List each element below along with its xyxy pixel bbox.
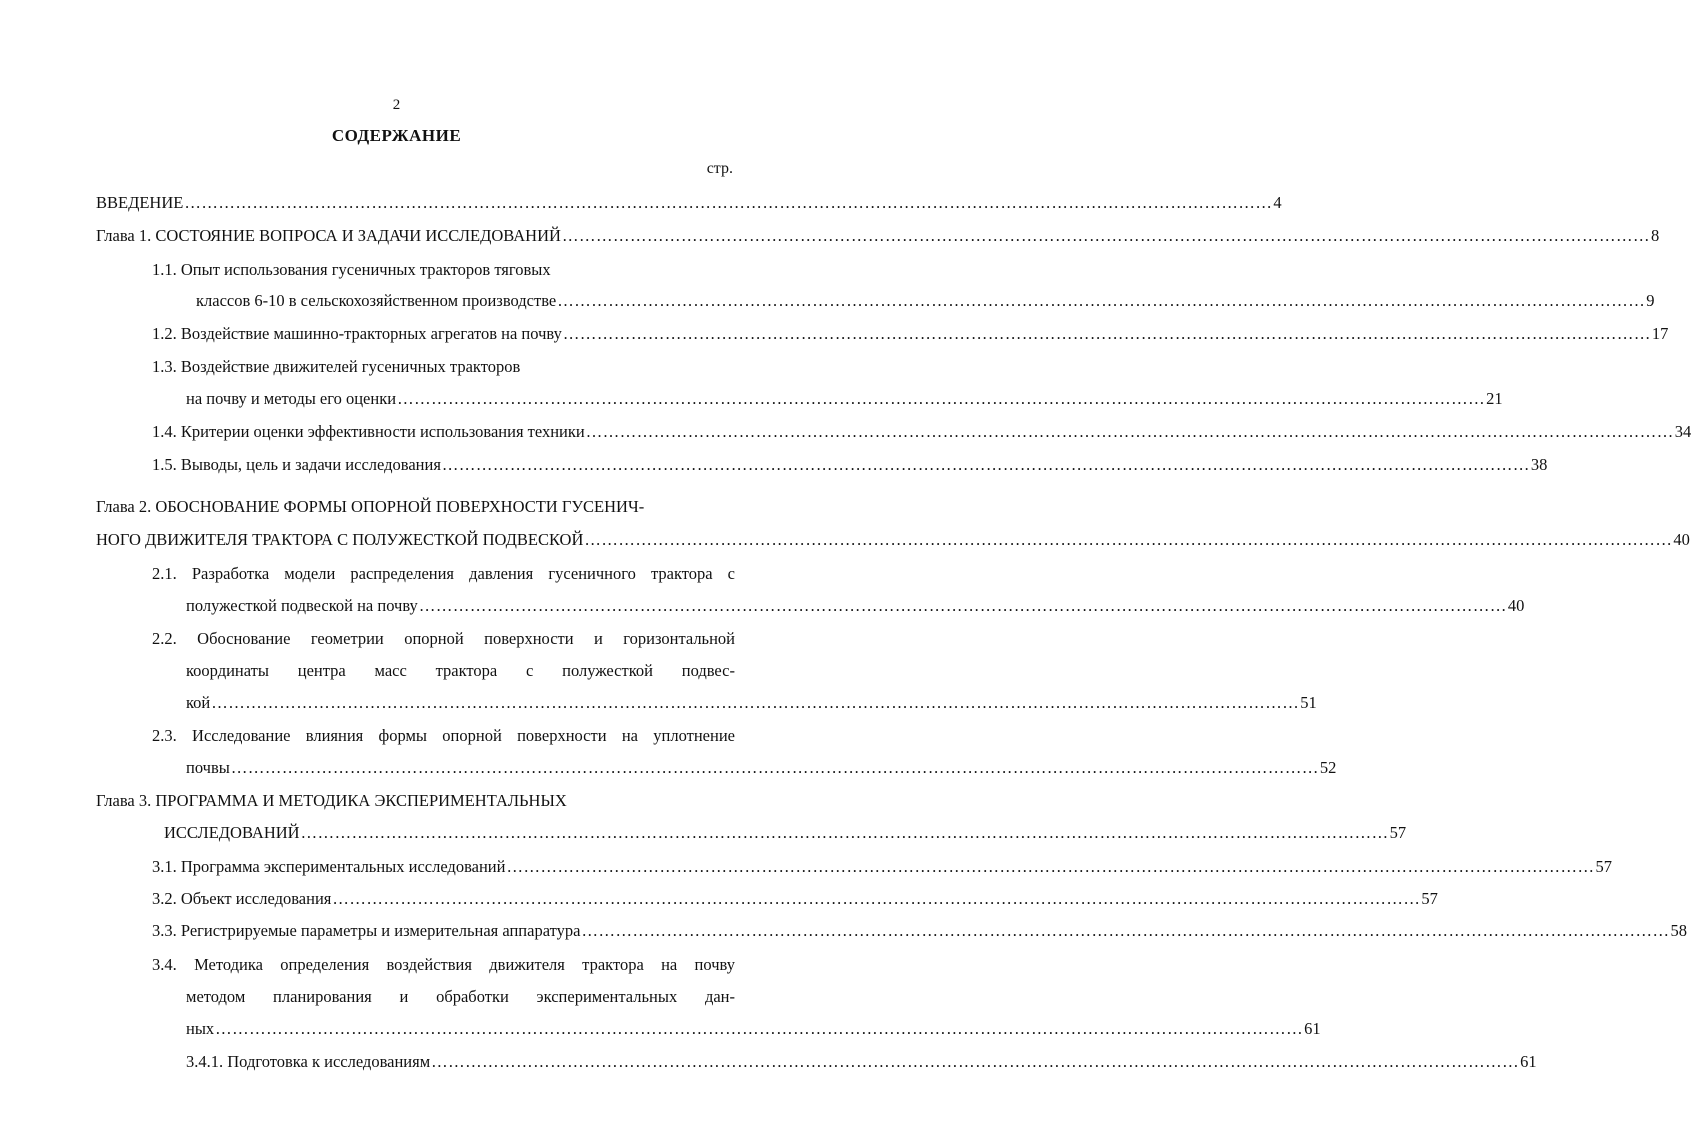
- toc-entry-chapter-1: [96, 226, 1660, 246]
- toc-page-number: 40: [1673, 530, 1690, 549]
- toc-entry-1-1: [196, 291, 1655, 311]
- toc-entry-2-2: [186, 693, 1317, 713]
- toc-leader-dots: …………………………………………………………………………………………………………………………………………………………………………: [562, 324, 1651, 343]
- toc-entry-chapter-2-line1: Глава 2. ОБОСНОВАНИЕ ФОРМЫ ОПОРНОЙ ПОВЕРХНОСТИ ГУСЕНИЧ-: [96, 497, 645, 516]
- toc-page-number: 58: [1670, 921, 1687, 940]
- toc-page-number: 57: [1421, 889, 1438, 908]
- toc-page-number: 34: [1674, 422, 1691, 441]
- toc-entry-text: 3.4.1. Подготовка к исследованиям: [186, 1052, 431, 1071]
- toc-entry-chapter-3-line1: Глава 3. ПРОГРАММА И МЕТОДИКА ЭКСПЕРИМЕНТАЛЬНЫХ: [96, 791, 567, 810]
- toc-entry-text: на почву и методы его оценки: [186, 389, 397, 408]
- toc-page-number: 52: [1319, 758, 1337, 777]
- toc-entry-1-3: [186, 389, 1503, 409]
- toc-entry-text: 1.4. Критерии оценки эффективности использования техники: [152, 422, 585, 441]
- toc-entry-text: почвы: [186, 758, 230, 777]
- toc-leader-dots: …………………………………………………………………………………………………………………………………………………………………………: [397, 389, 1486, 408]
- toc-leader-dots: …………………………………………………………………………………………………………………………………………………………………………: [561, 226, 1650, 245]
- toc-page-number: 40: [1507, 596, 1525, 615]
- toc-page-number: 4: [1273, 193, 1282, 212]
- toc-leader-dots: …………………………………………………………………………………………………………………………………………………………………………: [300, 823, 1389, 842]
- page-title: СОДЕРЖАНИЕ: [331, 126, 462, 145]
- toc-entry-1-5: [152, 455, 1548, 475]
- toc-leader-dots: …………………………………………………………………………………………………………………………………………………………………………: [584, 530, 1673, 549]
- toc-entry-2-2-line1: 2.2. Обоснование геометрии опорной поверхности и горизонтальной: [152, 629, 735, 648]
- toc-leader-dots: …………………………………………………………………………………………………………………………………………………………………………: [506, 857, 1595, 876]
- toc-entry-chapter-2: [96, 530, 1690, 550]
- toc-leader-dots: …………………………………………………………………………………………………………………………………………………………………………: [211, 693, 1300, 712]
- toc-entry-text: ВВЕДЕНИЕ: [96, 193, 184, 212]
- toc-leader-dots: …………………………………………………………………………………………………………………………………………………………………………: [431, 1052, 1520, 1071]
- toc-entry-1-3-line1: 1.3. Воздействие движителей гусеничных тракторов: [152, 357, 521, 376]
- toc-leader-dots: …………………………………………………………………………………………………………………………………………………………………………: [418, 596, 1507, 615]
- toc-entry-3-3: [152, 921, 1687, 941]
- toc-page-number: 57: [1389, 823, 1407, 842]
- toc-entry-3-1: [152, 857, 1612, 877]
- toc-leader-dots: …………………………………………………………………………………………………………………………………………………………………………: [581, 921, 1670, 940]
- toc-leader-dots: …………………………………………………………………………………………………………………………………………………………………………: [585, 422, 1674, 441]
- toc-entry-text: ИССЛЕДОВАНИЙ: [164, 823, 300, 842]
- toc-leader-dots: …………………………………………………………………………………………………………………………………………………………………………: [230, 758, 1319, 777]
- toc-entry-3-4-1: [186, 1052, 1537, 1072]
- toc-leader-dots: …………………………………………………………………………………………………………………………………………………………………………: [184, 193, 1273, 212]
- toc-entry-2-1: [186, 596, 1525, 616]
- toc-page-number: 9: [1646, 291, 1655, 310]
- toc-entry-text: НОГО ДВИЖИТЕЛЯ ТРАКТОРА С ПОЛУЖЕСТКОЙ ПОДВЕСКОЙ: [96, 530, 584, 549]
- toc-entry-2-3-line1: 2.3. Исследование влияния формы опорной поверхности на уплотнение: [152, 726, 735, 745]
- toc-page-number: 17: [1651, 324, 1669, 343]
- toc-page-number: 61: [1304, 1019, 1321, 1038]
- toc-entry-3-2: [152, 889, 1438, 909]
- toc-entry-1-2: [152, 324, 1669, 344]
- page-column-label: стр.: [706, 160, 733, 177]
- toc-page-number: 8: [1650, 226, 1660, 245]
- toc-entry-text: ных: [186, 1019, 215, 1038]
- toc-entry-1-4: [152, 422, 1691, 442]
- toc-entry-2-3: [186, 758, 1337, 778]
- toc-entry-1-1-line1: 1.1. Опыт использования гусеничных тракторов тяговых: [152, 260, 551, 279]
- toc-leader-dots: …………………………………………………………………………………………………………………………………………………………………………: [557, 291, 1646, 310]
- page-number: 2: [392, 97, 401, 113]
- toc-entry-chapter-3: [164, 823, 1407, 843]
- toc-leader-dots: …………………………………………………………………………………………………………………………………………………………………………: [441, 455, 1530, 474]
- toc-page-number: 57: [1595, 857, 1612, 876]
- toc-page-number: 61: [1520, 1052, 1537, 1071]
- toc-leader-dots: …………………………………………………………………………………………………………………………………………………………………………: [332, 889, 1421, 908]
- toc-entry-text: 1.2. Воздействие машинно-тракторных агрегатов на почву: [152, 324, 562, 343]
- toc-page-number: 51: [1300, 693, 1317, 712]
- toc-entry-3-4-line2: методом планирования и обработки экспериментальных дан-: [186, 987, 735, 1006]
- toc-entry-text: классов 6-10 в сельскохозяйственном производстве: [196, 291, 557, 310]
- toc-entry-text: 1.5. Выводы, цель и задачи исследования: [152, 455, 441, 474]
- toc-page-number: 38: [1530, 455, 1548, 474]
- toc-entry-text: 3.1. Программа экспериментальных исследований: [152, 857, 506, 876]
- toc-entry-text: Глава 1. СОСТОЯНИЕ ВОПРОСА И ЗАДАЧИ ИССЛЕДОВАНИЙ: [96, 226, 561, 245]
- toc-entry-text: полужесткой подвеской на почву: [186, 596, 418, 615]
- toc-entry-intro: [96, 193, 1282, 213]
- toc-entry-text: кой: [186, 693, 211, 712]
- toc-page-number: 21: [1486, 389, 1503, 408]
- toc-entry-2-2-line2: координаты центра масс трактора с полужесткой подвес-: [186, 661, 735, 680]
- toc-entry-3-4-line1: 3.4. Методика определения воздействия движителя трактора на почву: [152, 955, 735, 974]
- toc-entry-2-1-line1: 2.1. Разработка модели распределения давления гусеничного трактора с: [152, 564, 735, 583]
- toc-entry-text: 3.2. Объект исследования: [152, 889, 332, 908]
- toc-entry-text: 3.3. Регистрируемые параметры и измерительная аппаратура: [152, 921, 581, 940]
- toc-leader-dots: …………………………………………………………………………………………………………………………………………………………………………: [215, 1019, 1304, 1038]
- toc-entry-3-4: [186, 1019, 1321, 1039]
